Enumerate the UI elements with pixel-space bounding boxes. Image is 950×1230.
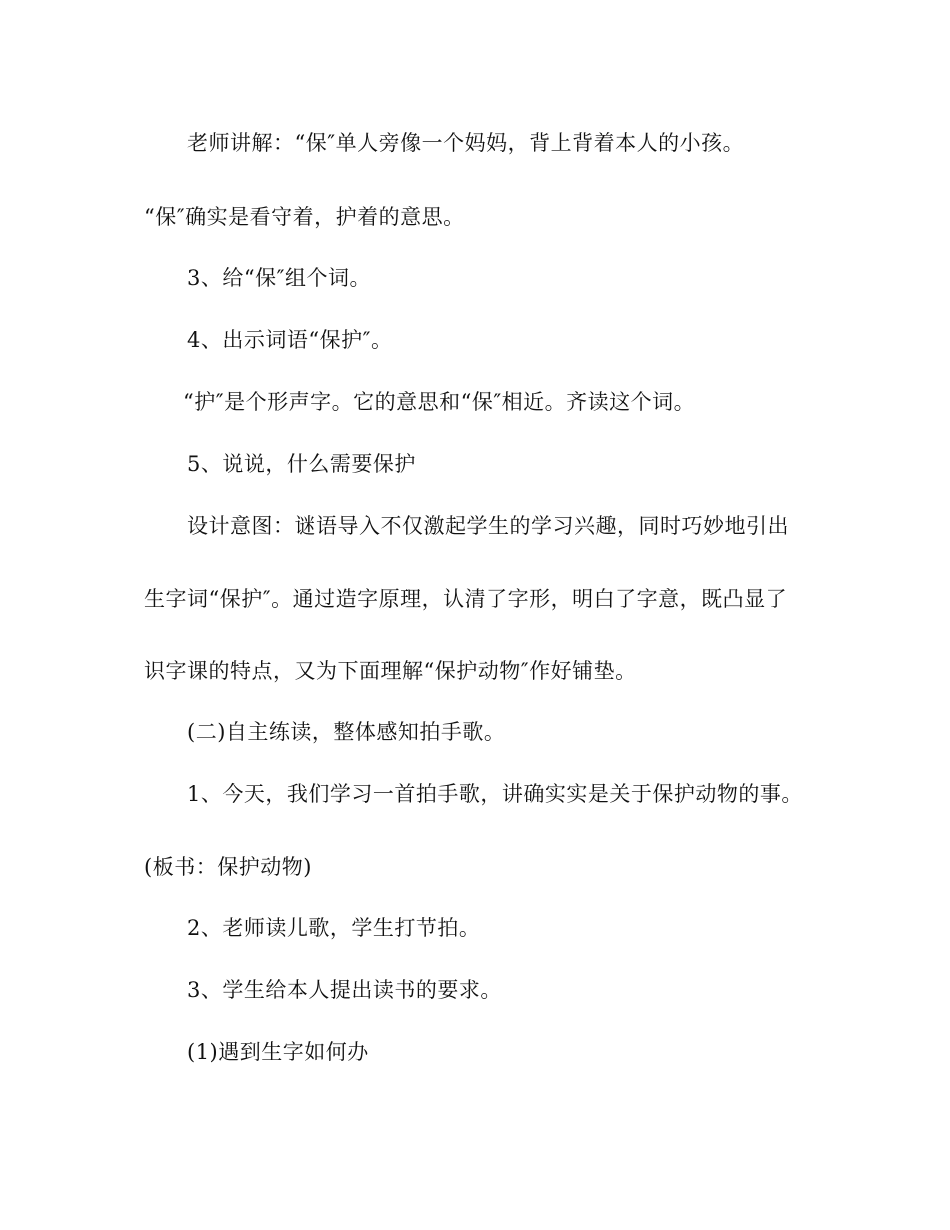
step-3-form-words: 3、给“保″组个词。: [187, 266, 371, 290]
sub-step-1-new-words: (1)遇到生字如何办: [187, 1040, 369, 1064]
step-5-discuss: 5、说说，什么需要保护: [187, 452, 416, 476]
step-1-today: 1、今天，我们学习一首拍手歌，讲确实实是关于保护动物的事。: [187, 782, 803, 806]
design-intent-line-1: 设计意图：谜语导入不仅激起学生的学习兴趣，同时巧妙地引出: [187, 514, 789, 538]
step-2-teacher-reads: 2、老师读儿歌，学生打节拍。: [187, 916, 481, 940]
paragraph-hu-character: “护″是个形声字。它的意思和“保″相近。齐读这个词。: [183, 390, 696, 414]
design-intent-line-3: 识字课的特点，又为下面理解“保护动物″作好铺垫。: [144, 659, 637, 683]
design-intent-line-2: 生字词“保护″。通过造字原理，认清了字形，明白了字意，既凸显了: [144, 587, 788, 611]
paragraph-teacher-explanation: 老师讲解：“保″单人旁像一个妈妈，背上背着本人的小孩。: [187, 131, 745, 155]
section-2-heading: (二)自主练读，整体感知拍手歌。: [187, 720, 506, 744]
paragraph-continuation: “保″确实是看守着，护着的意思。: [144, 205, 465, 229]
step-4-show-word: 4、出示词语“保护″。: [187, 328, 393, 352]
step-3-requirements: 3、学生给本人提出读书的要求。: [187, 978, 502, 1002]
blackboard-note: (板书：保护动物): [144, 855, 312, 879]
